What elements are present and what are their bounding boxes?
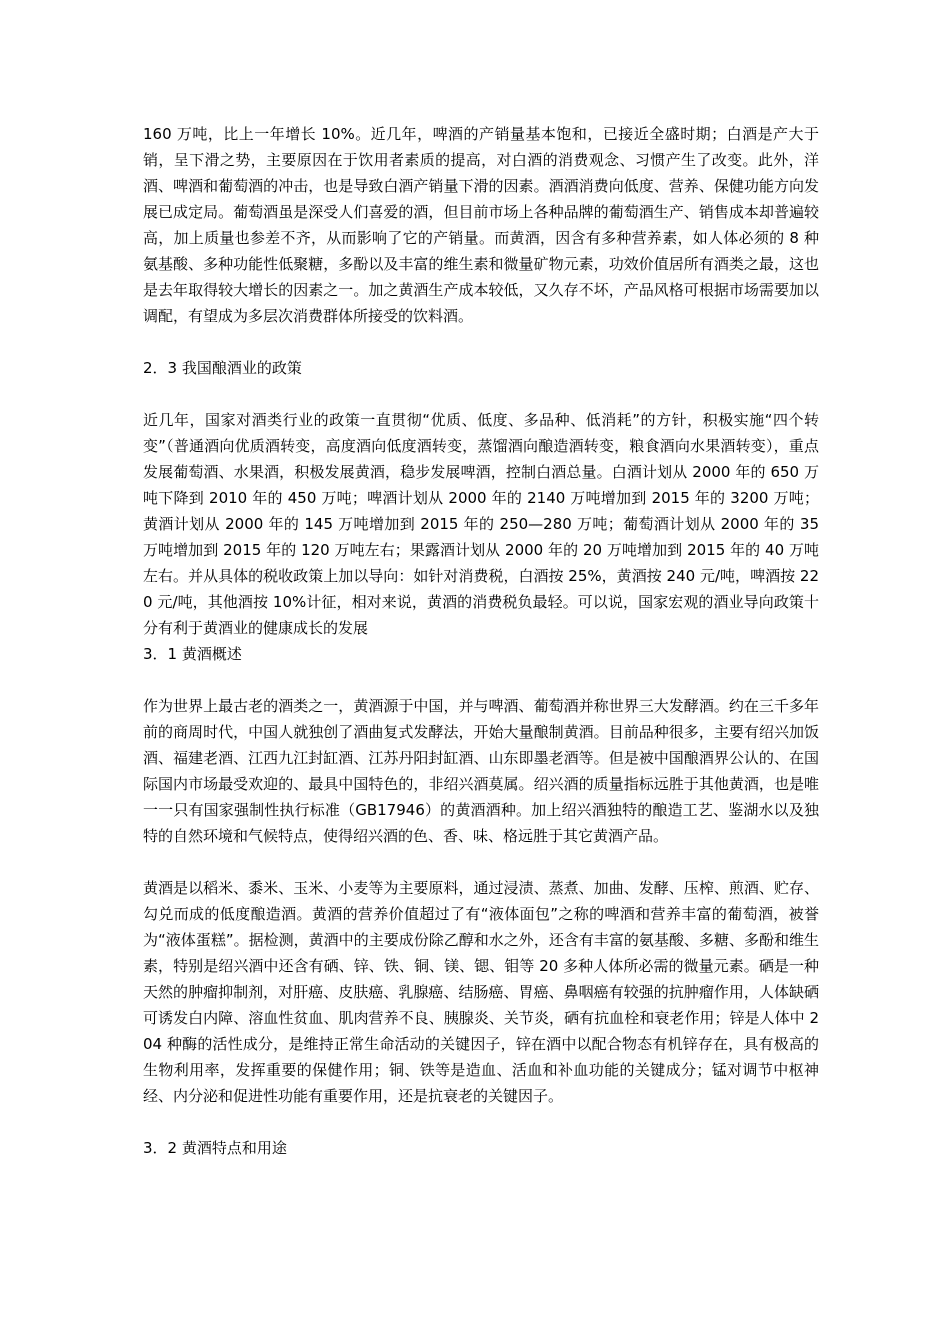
paragraph-policy: 近几年，国家对酒类行业的政策一直贯彻“优质、低度、多品种、低消耗”的方针，积极实施“四个转变”（普通酒向优质酒转变，高度酒向低度酒转变，蒸馏酒向酿造酒转变，粮食酒向水果酒转变），重点发展葡萄酒、水果酒，积极发展黄酒，稳步发展啤酒，控制白酒总量。白酒计划从 2000 年的 650 万吨下降到 2010 年的 450 万吨；啤酒计划从 2000 年的 2140 万吨增加到 2015 年的 3200 万吨；黄酒计划从 2000 年的 145 万吨增加到 2015 年的 250—280 万吨；葡萄酒计划从 2000 年的 35 万吨增加到 2015 年的 120 万吨左右；果露酒计划从 2000 年的 20 万吨增加到 2015 年的 40 万吨左右。并从具体的税收政策上加以导向：如针对消费税，白酒按 25%，黄酒按 240 元/吨，啤酒按 220 元/吨，其他酒按 10%计征，相对来说，黄酒的消费税负最轻。可以说，国家宏观的酒业导向政策十分有利于黄酒业的健康成长的发展 (143, 411, 819, 637)
document-page (143, 121, 819, 1161)
section-heading-3-2: 3．2 黄酒特点和用途 (143, 1139, 287, 1157)
paragraph-overview: 作为世界上最古老的酒类之一，黄酒源于中国，并与啤酒、葡萄酒并称世界三大发酵酒。约在三千多年前的商周时代，中国人就独创了酒曲复式发酵法，开始大量酿制黄酒。目前品种很多，主要有绍兴加饭酒、福建老酒、江西九江封缸酒、江苏丹阳封缸酒、山东即墨老酒等。但是被中国酿酒界公认的、在国际国内市场最受欢迎的、最具中国特色的，非绍兴酒莫属。绍兴酒的质量指标远胜于其他黄酒，也是唯一一只有国家强制性执行标准（GB17946）的黄酒酒种。加上绍兴酒独特的酿造工艺、鉴湖水以及独特的自然环境和气候特点，使得绍兴酒的色、香、味、格远胜于其它黄酒产品。 (143, 697, 819, 845)
paragraph-production-trends: 160 万吨，比上一年增长 10%。近几年，啤酒的产销量基本饱和，已接近全盛时期；白酒是产大于销，呈下滑之势，主要原因在于饮用者素质的提高，对白酒的消费观念、习惯产生了改变。此外，洋酒、啤酒和葡萄酒的冲击，也是导致白酒产销量下滑的因素。酒酒消费向低度、营养、保健功能方向发展已成定局。葡萄酒虽是深受人们喜爱的酒，但目前市场上各种品牌的葡萄酒生产、销售成本却普遍较高，加上质量也参差不齐，从而影响了它的产销量。而黄酒，因含有多种营养素，如人体必须的 8 种氨基酸、多种功能性低聚糖，多酚以及丰富的维生素和微量矿物元素，功效价值居所有酒类之最，这也是去年取得较大增长的因素之一。加之黄酒生产成本较低，又久存不坏，产品风格可根据市场需要加以调配，有望成为多层次消费群体所接受的饮料酒。 (143, 125, 819, 325)
section-heading-2-3: 2．3 我国酿酒业的政策 (143, 359, 302, 377)
paragraph-nutrition: 黄酒是以稻米、黍米、玉米、小麦等为主要原料，通过浸渍、蒸煮、加曲、发酵、压榨、煎酒、贮存、勾兑而成的低度酿造酒。黄酒的营养价值超过了有“液体面包”之称的啤酒和营养丰富的葡萄酒，被誉为“液体蛋糕”。据检测，黄酒中的主要成份除乙醇和水之外，还含有丰富的氨基酸、多糖、多酚和维生素，特别是绍兴酒中还含有硒、锌、铁、铜、镁、锶、钼等 20 多种人体所必需的微量元素。硒是一种天然的肿瘤抑制剂，对肝癌、皮肤癌、乳腺癌、结肠癌、胃癌、鼻咽癌有较强的抗肿瘤作用，人体缺硒可诱发白内障、溶血性贫血、肌肉营养不良、胰腺炎、关节炎，硒有抗血栓和衰老作用；锌是人体中 204 种酶的活性成分，是维持正常生命活动的关键因子，锌在酒中以配合物态有机锌存在，具有极高的生物利用率，发挥重要的保健作用；铜、铁等是造血、活血和补血功能的关键成分；锰对调节中枢神经、内分泌和促进性功能有重要作用，还是抗衰老的关键因子。 (143, 879, 819, 1105)
section-heading-3-1: 3．1 黄酒概述 (143, 645, 242, 663)
